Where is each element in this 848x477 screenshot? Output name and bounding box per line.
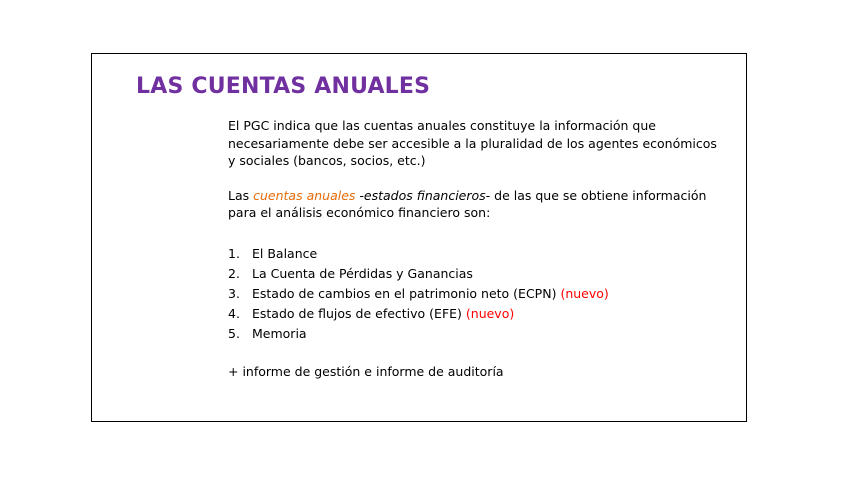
slide-title: LAS CUENTAS ANUALES	[136, 74, 431, 99]
list-item-number: 5.	[228, 325, 240, 341]
list-item-text: La Cuenta de Pérdidas y Ganancias	[252, 265, 473, 281]
list-item	[228, 324, 728, 344]
list-item-number: 3.	[228, 285, 240, 301]
list-item-text: El Balance	[252, 245, 318, 261]
cuentas-anuales-highlight: cuentas anuales	[253, 187, 356, 203]
list-item-text: Estado de flujos de efectivo (EFE)	[252, 305, 466, 321]
list-item	[228, 244, 728, 264]
list-item	[228, 264, 728, 284]
footer-note: + informe de gestión e informe de auditoría	[228, 363, 504, 379]
intro-paragraph: El PGC indica que las cuentas anuales constituye la información que necesariamente debe ser accesible a la pluralidad de los agentes económicos y sociales (bancos, socios, etc.)	[228, 118, 717, 168]
statements-list	[228, 244, 728, 344]
para-suffix: de las que se obtiene información para el análisis económico financiero son:	[228, 187, 707, 220]
list-item	[228, 284, 728, 304]
list-item-number: 1.	[228, 245, 240, 261]
estados-financieros-aside: -estados financieros-	[355, 187, 491, 203]
slide	[91, 53, 747, 422]
list-item-text: Estado de cambios en el patrimonio neto (ECPN)	[252, 285, 561, 301]
list-item-text: Memoria	[252, 325, 307, 341]
financial-statements-paragraph	[228, 187, 728, 222]
new-tag: (nuevo)	[465, 305, 515, 321]
list-item	[228, 304, 728, 324]
slide-content	[228, 117, 728, 380]
para-prefix: Las	[228, 187, 254, 203]
list-item-number: 2.	[228, 265, 240, 281]
list-item-number: 4.	[228, 305, 240, 321]
new-tag: (nuevo)	[560, 285, 609, 301]
